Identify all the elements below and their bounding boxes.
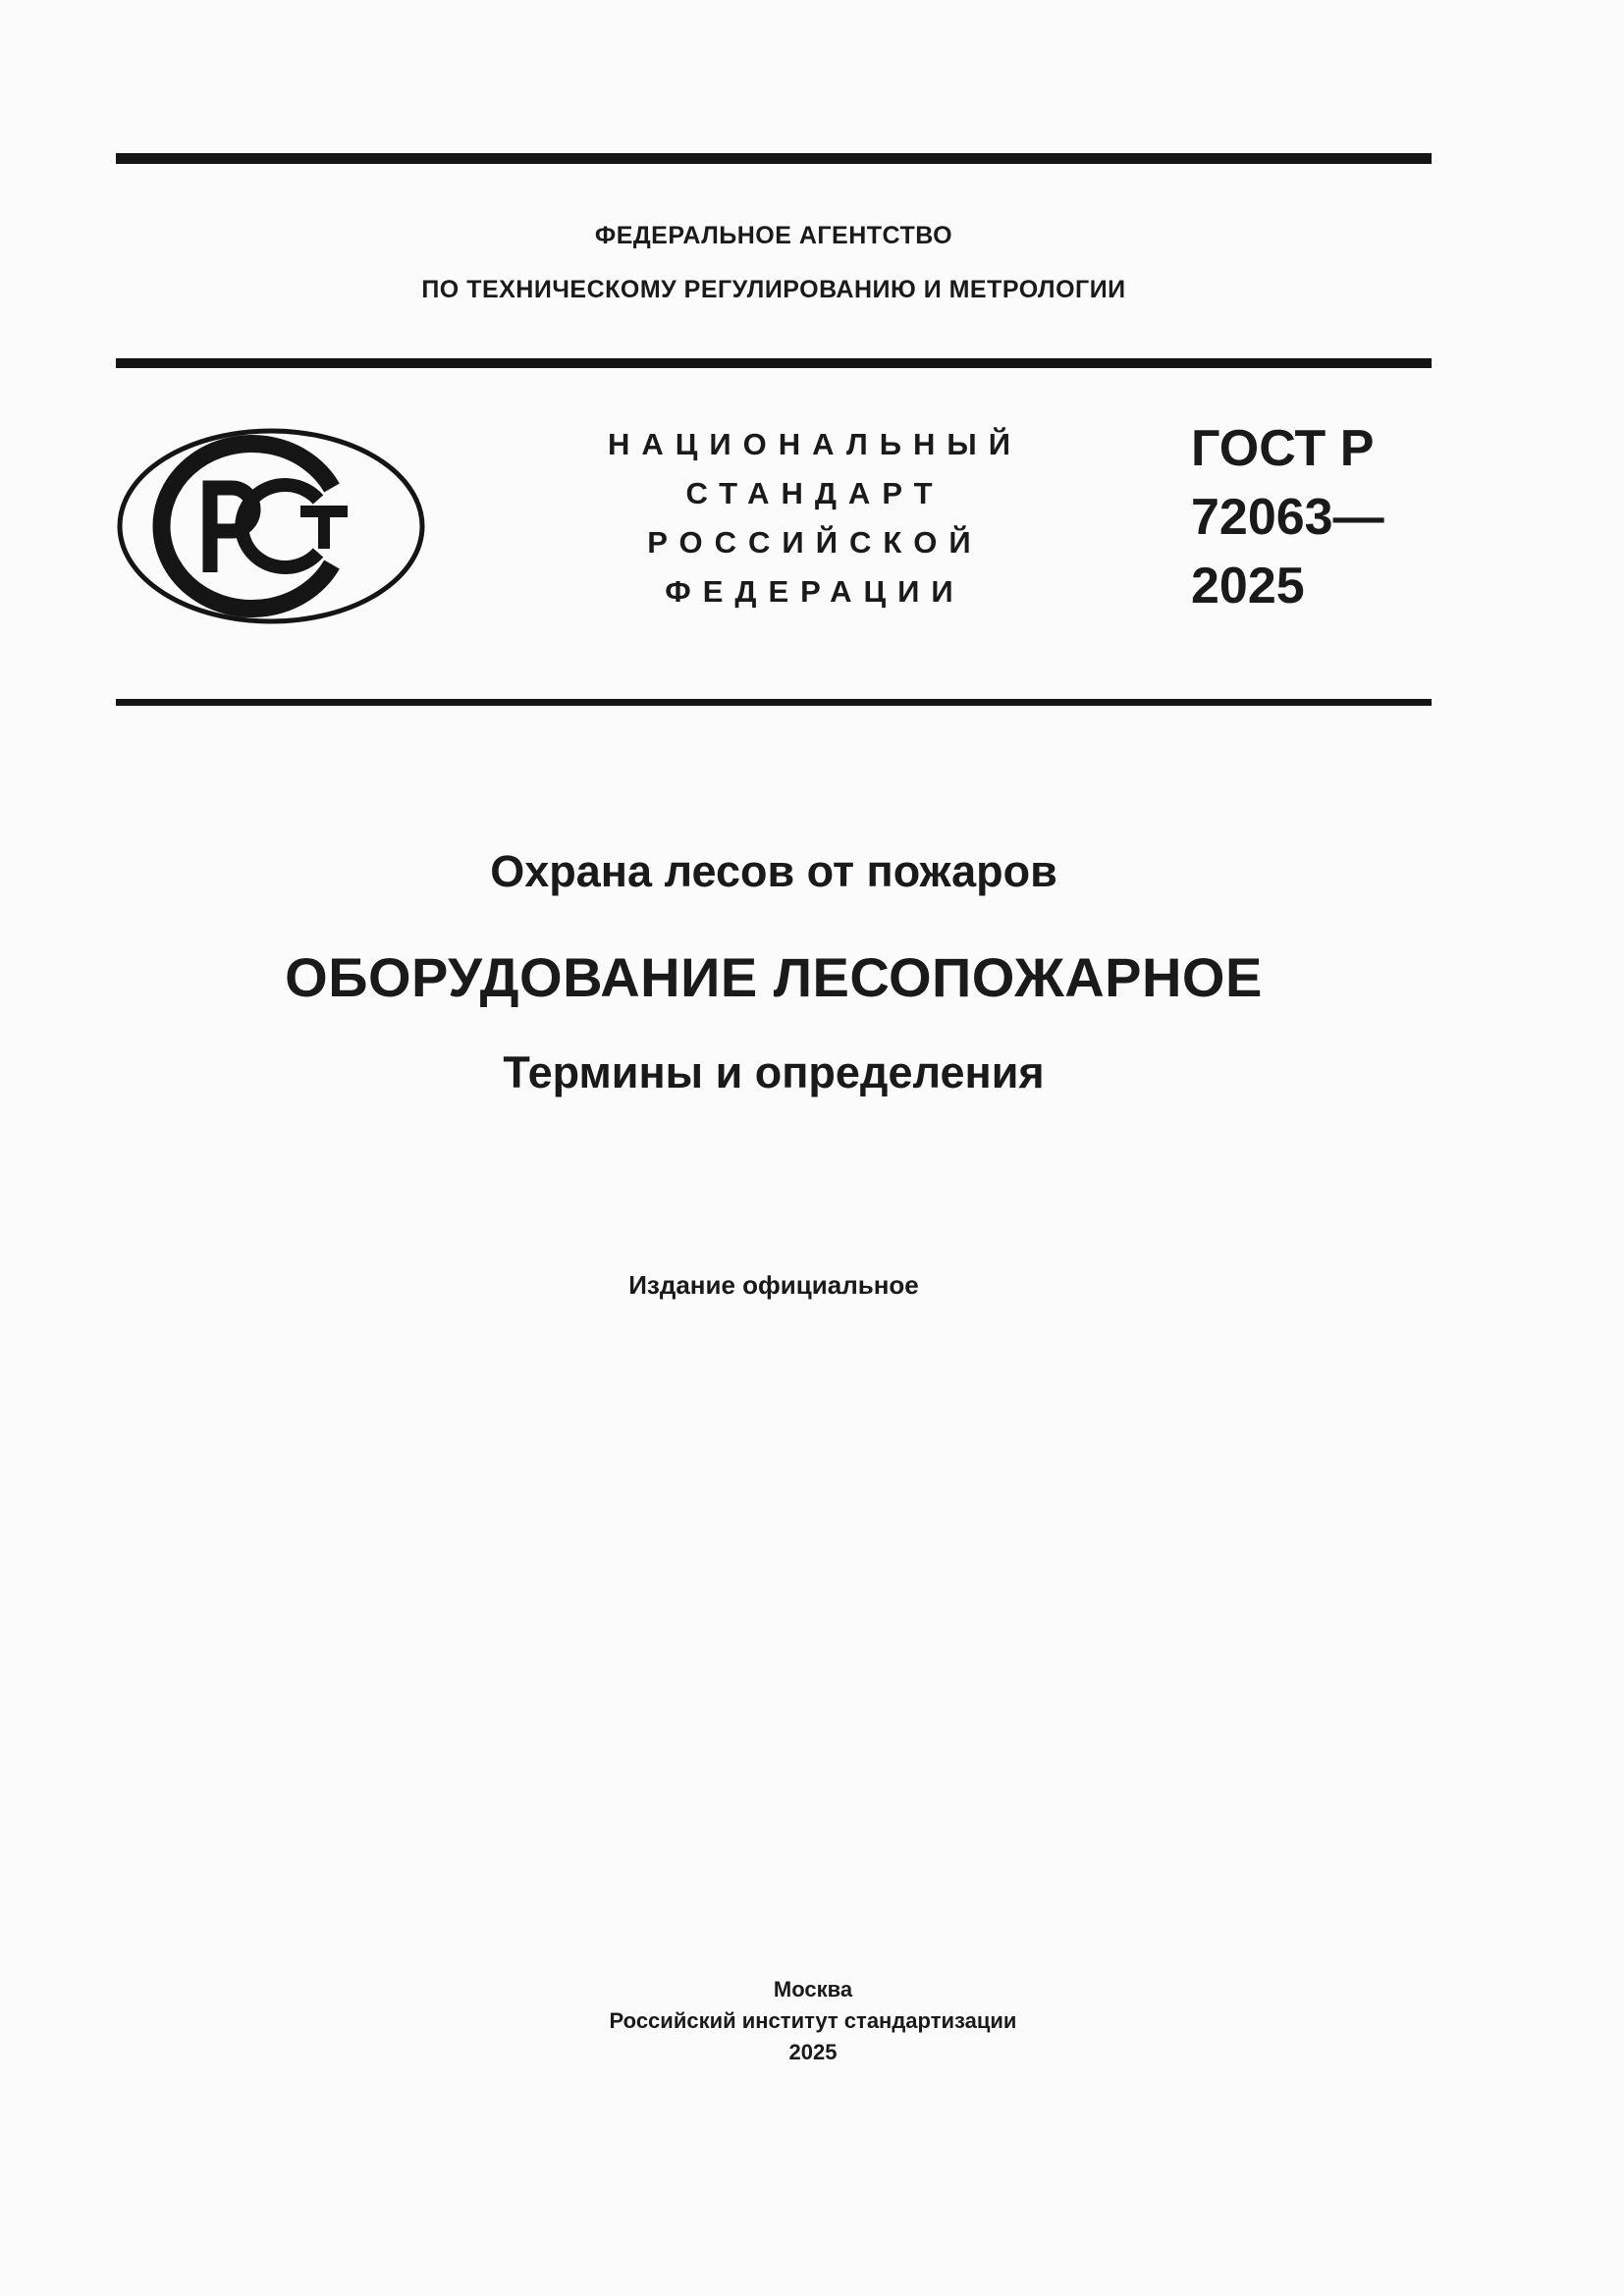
- title-main: ОБОРУДОВАНИЕ ЛЕСОПОЖАРНОЕ: [285, 946, 1263, 1008]
- header-rule: [116, 358, 1432, 368]
- title-subject: Охрана лесов от пожаров: [490, 846, 1057, 896]
- standard-type-line-2: СТАНДАРТ: [685, 476, 945, 510]
- designation-line-3: 2025: [1191, 558, 1305, 614]
- designation-line-1: ГОСТ Р: [1191, 420, 1375, 477]
- imprint-city: Москва: [773, 1977, 853, 2002]
- standard-type-line-4: ФЕДЕРАЦИИ: [665, 574, 965, 609]
- standard-type-line-1: НАЦИОНАЛЬНЫЙ: [607, 427, 1023, 461]
- agency-line-2: ПО ТЕХНИЧЕСКОМУ РЕГУЛИРОВАНИЮ И МЕТРОЛОГИИ: [421, 276, 1126, 303]
- standard-type-line-3: РОССИЙСКОЙ: [647, 525, 983, 560]
- standard-designation: [1191, 414, 1384, 620]
- top-rule: [116, 153, 1432, 164]
- imprint-year: 2025: [788, 2040, 838, 2064]
- imprint-publisher: Российский институт стандартизации: [609, 2008, 1017, 2033]
- national-standard-label: [589, 420, 1041, 616]
- imprint: [116, 1974, 1510, 2068]
- title-sub: Термины и определения: [503, 1047, 1045, 1097]
- edition-note: Издание официальное: [628, 1270, 919, 1300]
- rst-logo-icon: [116, 427, 426, 625]
- section-rule: [116, 699, 1432, 706]
- agency-line-1: ФЕДЕРАЛЬНОЕ АГЕНТСТВО: [594, 222, 953, 249]
- designation-line-2: 72063—: [1191, 489, 1384, 546]
